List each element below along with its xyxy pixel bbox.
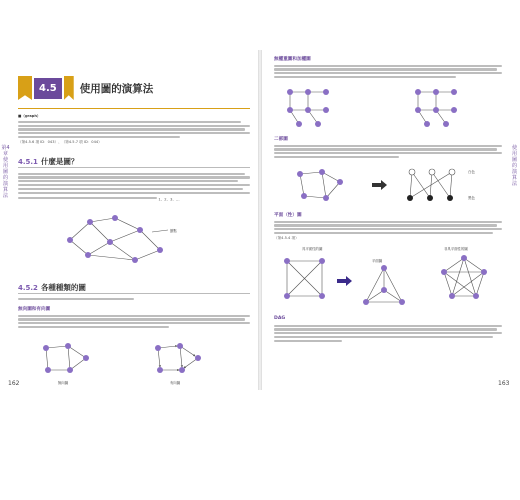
arrow-right-icon xyxy=(372,180,388,190)
undirected-graph xyxy=(38,340,98,380)
heading-planar: 平面（性）圖 xyxy=(274,213,302,218)
white-label: 白色 xyxy=(468,170,475,174)
heading-bipartite: 二部圖 xyxy=(274,137,288,142)
book-spread xyxy=(0,50,520,390)
planar-refs: （第4.5.4 項） xyxy=(274,235,299,240)
weighted-graph xyxy=(412,86,472,130)
planar-text xyxy=(274,219,502,241)
section-4-5-1-heading xyxy=(18,156,78,167)
section-title: 什麼是圖？ xyxy=(40,157,79,166)
planar-graph-k4 xyxy=(282,256,332,306)
weighted-text xyxy=(274,63,502,80)
unweighted-graph xyxy=(284,86,344,130)
dag-text xyxy=(274,323,502,344)
intro-term: ■（graph） xyxy=(18,114,41,118)
right-page-number: 163 xyxy=(498,380,510,387)
directed-caption: 有向圖 xyxy=(170,381,181,385)
intro-refs: （第4.5.6 項 ID：043）、（第4.5.7 項 ID：044） xyxy=(18,139,102,144)
black-label: 黑色 xyxy=(468,196,475,200)
section-rule xyxy=(18,167,250,168)
ribbon-left-icon xyxy=(18,76,32,100)
chapter-title: 使用圖的演算法 xyxy=(79,82,154,95)
planar-mid-label: 平面圖 xyxy=(372,259,383,263)
bipartite-graph-colored xyxy=(402,166,472,206)
planar-embedding xyxy=(362,264,412,314)
sub-heading-directed: 無向圖和有向圖 xyxy=(18,307,51,312)
chapter-number: 4.5 xyxy=(34,78,62,99)
graph-figure-nodes xyxy=(60,210,190,270)
heading-weighted: 無權重圖和加權圖 xyxy=(274,57,311,62)
arrow-right-icon xyxy=(337,276,353,286)
planar-left-label: 具平面性的圖 xyxy=(302,247,323,251)
left-page xyxy=(0,50,258,390)
directed-graph xyxy=(150,340,210,380)
left-side-tab: 第4章 使用圖的演算法 xyxy=(1,145,10,199)
planar-right-label: 非具平面性的圖 xyxy=(444,247,468,251)
section-rule xyxy=(18,293,250,294)
bipartite-graph-plain xyxy=(292,166,352,206)
section-number: 4.5.2 xyxy=(18,283,38,292)
ribbon-right-icon xyxy=(64,76,74,100)
right-page xyxy=(262,50,520,390)
section-4-5-2-heading xyxy=(18,282,86,293)
bipartite-text xyxy=(274,143,502,160)
chapter-rule xyxy=(18,108,250,109)
left-page-number: 162 xyxy=(8,380,20,387)
chapter-banner xyxy=(18,76,153,100)
undirected-caption: 無向圖 xyxy=(58,381,69,385)
section-title: 各種種類的圖 xyxy=(40,283,86,292)
section-4-5-1-text xyxy=(18,171,250,203)
list-marks: 1、2、3、… xyxy=(158,197,180,202)
section-4-5-2-intro xyxy=(18,296,250,301)
directed-text xyxy=(18,313,250,330)
section-number: 4.5.1 xyxy=(18,157,38,166)
heading-dag: DAG xyxy=(274,316,286,321)
graph-callout-label: 節點 xyxy=(170,229,177,233)
right-side-tab: 使用圖的演算法 xyxy=(511,145,517,187)
intro-paragraph xyxy=(18,114,250,145)
non-planar-graph-k5 xyxy=(442,254,492,304)
